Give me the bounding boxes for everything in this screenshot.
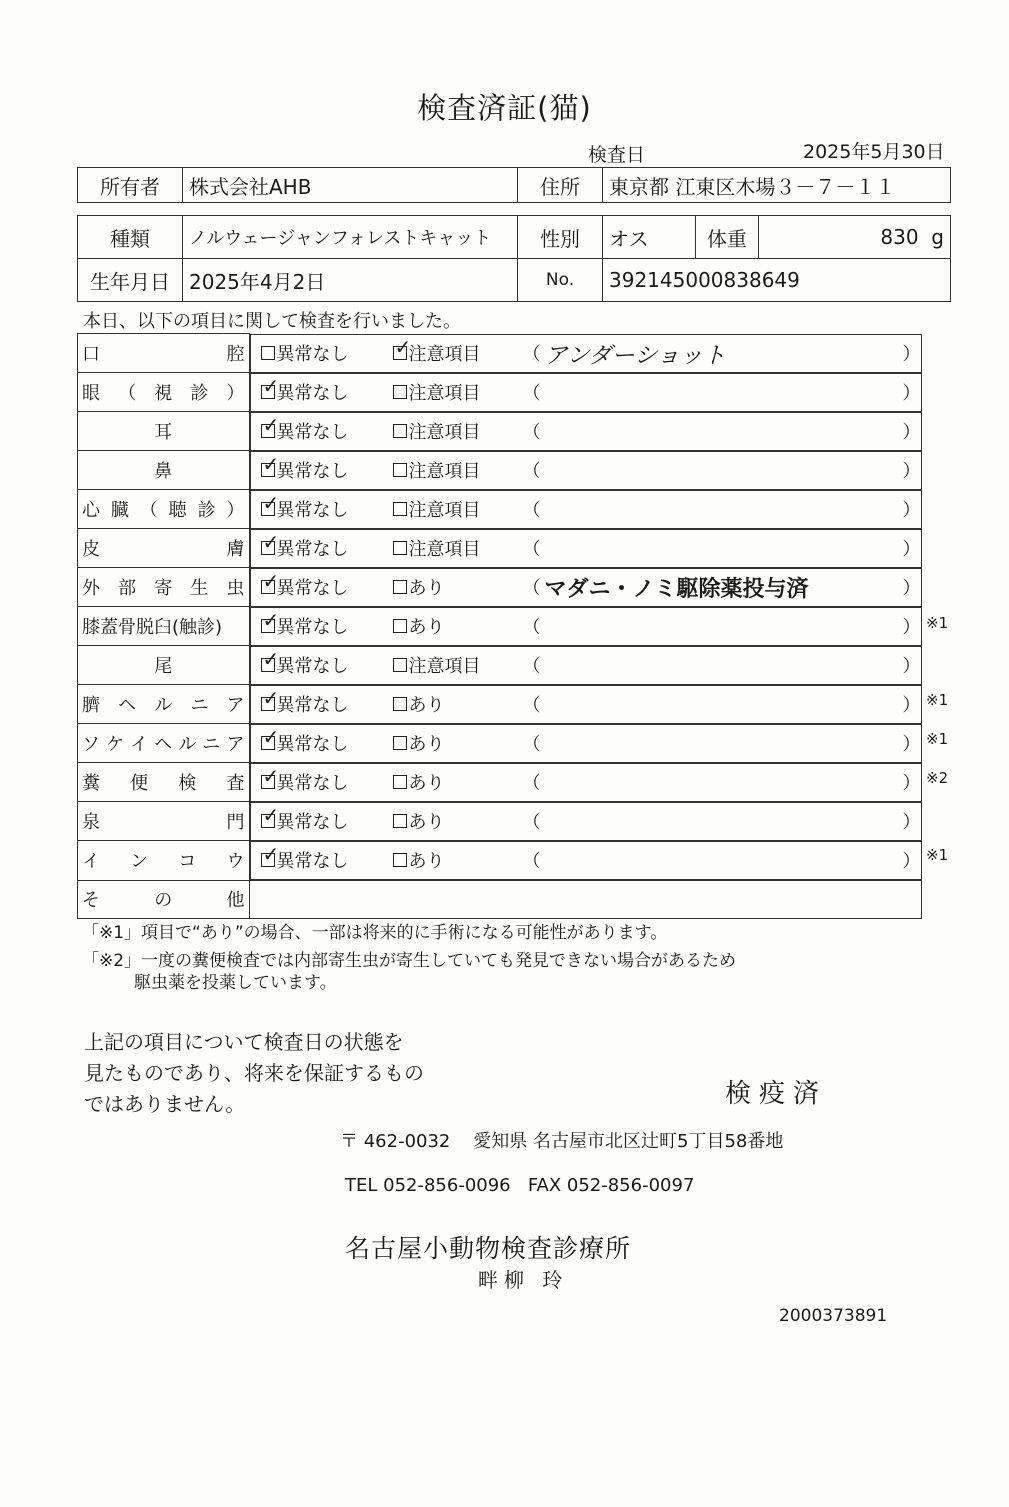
checkbox[interactable]	[261, 686, 280, 711]
option-normal-label: 異常なし	[276, 500, 349, 521]
exam-result-cell	[250, 763, 922, 802]
exam-item-label: 鼻	[154, 461, 173, 482]
label-char: ）	[226, 383, 245, 404]
checkbox[interactable]	[393, 580, 407, 594]
label-char: 泉	[82, 812, 100, 833]
label-char: 臍	[82, 695, 100, 716]
exam-result-cell	[250, 451, 922, 490]
exam-row	[78, 841, 922, 881]
close-paren: ）	[902, 773, 921, 794]
option-normal-label: 異常なし	[276, 344, 349, 365]
exam-item-cell	[78, 490, 250, 529]
option-normal[interactable]	[261, 530, 393, 561]
open-paren: （	[522, 422, 541, 443]
comment-field[interactable]	[523, 691, 921, 717]
label-char: 生	[190, 578, 209, 599]
exam-row	[78, 646, 922, 685]
close-paren: ）	[902, 500, 921, 521]
breed-label: 種類	[78, 216, 183, 259]
exam-result-cell	[250, 334, 922, 373]
close-paren: ）	[902, 812, 921, 833]
option-attention-label: あり	[408, 812, 445, 833]
check-mark-icon: ✓	[262, 647, 280, 671]
exam-item-label	[82, 379, 245, 405]
comment-field[interactable]	[523, 847, 921, 873]
label-char: 眼	[82, 383, 100, 404]
footnote-mark: ※1	[926, 614, 949, 633]
footnote-mark: ※1	[926, 730, 949, 748]
close-paren: ）	[902, 422, 921, 443]
comment-field[interactable]	[523, 535, 921, 561]
label-char: イ	[130, 734, 149, 755]
exam-row	[78, 568, 922, 607]
exam-item-label: 尾	[154, 656, 173, 677]
exam-item-label	[82, 574, 245, 600]
exam-item-cell	[78, 529, 250, 568]
comment-field[interactable]	[523, 613, 921, 639]
disclaimer-line-1: 上記の項目について検査日の状態を	[84, 1030, 404, 1054]
intro-text: 本日、以下の項目に関して検査を行いました。	[83, 311, 461, 332]
option-normal-label: 異常なし	[276, 461, 349, 482]
footnote-mark: ※2	[926, 768, 949, 787]
exam-row	[78, 607, 922, 646]
exam-item-label	[82, 808, 245, 834]
postal-code: 〒 462-0032	[340, 1131, 451, 1152]
exam-result-cell	[250, 607, 922, 646]
option-attention[interactable]	[393, 535, 523, 561]
option-normal[interactable]	[261, 413, 393, 444]
checkbox[interactable]	[393, 853, 407, 867]
option-attention[interactable]	[393, 496, 523, 522]
option-normal-label: 異常なし	[276, 656, 349, 677]
exam-item-label	[82, 847, 245, 873]
checkbox[interactable]	[393, 814, 407, 828]
open-paren: （	[522, 383, 541, 404]
footnote-mark: ※1	[926, 845, 949, 864]
open-paren: （	[522, 695, 541, 716]
label-char: 診	[190, 383, 209, 404]
label-char: 聴	[168, 500, 187, 521]
option-attention-label: 注意項目	[408, 539, 481, 560]
address-text: 愛知県 名古屋市北区辻町5丁目58番地	[473, 1131, 784, 1152]
exam-item-cell	[78, 724, 250, 763]
checkbox[interactable]	[261, 725, 280, 750]
exam-item-label	[82, 691, 245, 717]
open-paren: （	[522, 461, 541, 482]
exam-result-cell	[250, 724, 922, 763]
option-attention[interactable]	[393, 613, 523, 639]
no-label: No.	[518, 259, 603, 302]
checkbox[interactable]	[261, 413, 280, 438]
label-char: 心	[82, 500, 100, 521]
option-attention[interactable]	[393, 574, 523, 600]
check-mark-icon: ✓	[262, 608, 280, 632]
exam-item-cell	[78, 802, 250, 841]
checkbox[interactable]	[261, 530, 280, 555]
open-paren: （	[522, 578, 541, 599]
comment-field[interactable]	[523, 337, 921, 370]
checkbox[interactable]	[261, 346, 275, 360]
footnote-mark: ※1	[926, 691, 949, 710]
document-title: 検査済証(猫)	[417, 91, 592, 125]
check-mark-icon: ✓	[262, 530, 280, 554]
option-attention-label: 注意項目	[408, 344, 481, 365]
dob-label: 生年月日	[78, 259, 183, 302]
owner-label: 所有者	[78, 168, 183, 203]
comment-text: アンダーショット	[544, 342, 726, 369]
exam-row	[78, 763, 922, 802]
option-attention[interactable]	[393, 457, 523, 483]
comment-field[interactable]	[523, 730, 921, 756]
label-char: 糞	[82, 773, 100, 794]
comment-field[interactable]	[523, 457, 921, 483]
open-paren: （	[522, 344, 541, 365]
comment-field[interactable]	[523, 808, 921, 834]
option-normal-label: 異常なし	[276, 422, 349, 443]
option-normal[interactable]	[261, 842, 393, 873]
option-normal[interactable]	[261, 452, 393, 483]
weight-value: 830	[880, 225, 919, 249]
option-normal-label: 異常なし	[276, 695, 349, 716]
option-normal-label: 異常なし	[276, 617, 349, 638]
option-normal[interactable]	[261, 491, 393, 522]
option-attention-label: 注意項目	[408, 383, 481, 404]
checkbox[interactable]	[393, 385, 407, 399]
exam-row	[78, 334, 922, 373]
sex-label: 性別	[518, 216, 603, 259]
open-paren: （	[522, 734, 541, 755]
footnote-2-line2: 駆虫薬を投薬しています。	[134, 973, 337, 993]
option-normal[interactable]	[261, 374, 393, 405]
option-normal[interactable]	[261, 764, 393, 795]
check-mark-icon: ✓	[394, 335, 412, 359]
exam-item-cell	[78, 451, 250, 490]
exam-result-cell	[250, 841, 922, 880]
inspection-stamp: 検疫済	[725, 1079, 828, 1109]
open-paren: （	[522, 773, 541, 794]
label-char: ル	[154, 695, 173, 716]
option-normal[interactable]	[261, 725, 393, 756]
check-mark-icon: ✓	[262, 413, 280, 437]
checkbox[interactable]	[393, 424, 407, 438]
checkbox[interactable]	[261, 608, 280, 633]
checkbox[interactable]	[393, 335, 412, 360]
exam-result-cell	[250, 529, 922, 568]
check-mark-icon: ✓	[262, 725, 280, 749]
open-paren: （	[522, 812, 541, 833]
label-char: 便	[130, 773, 149, 794]
option-attention-label: あり	[408, 773, 445, 794]
exam-item-label	[82, 535, 245, 561]
checkbox[interactable]	[261, 569, 280, 594]
option-attention-label: あり	[408, 617, 445, 638]
checkbox[interactable]	[261, 452, 280, 477]
option-attention[interactable]	[393, 652, 523, 678]
owner-table	[77, 167, 951, 203]
checkbox[interactable]	[261, 842, 280, 867]
fax-number: FAX 052-856-0097	[527, 1175, 695, 1196]
option-normal[interactable]	[261, 569, 393, 600]
option-normal[interactable]	[261, 686, 393, 717]
option-attention-label: あり	[408, 695, 445, 716]
exam-result-cell	[250, 568, 922, 607]
exam-item-cell	[78, 841, 250, 881]
other-label	[82, 886, 245, 912]
label-char: 門	[226, 812, 245, 833]
close-paren: ）	[902, 461, 921, 482]
exam-item-cell	[78, 763, 250, 802]
label-char: ル	[178, 734, 197, 755]
open-paren: （	[522, 539, 541, 560]
label-char: 口	[82, 344, 100, 365]
comment-field[interactable]	[523, 572, 921, 603]
option-attention[interactable]	[393, 418, 523, 444]
address-value: 東京都 江東区木場３－７－１１	[603, 168, 951, 203]
label-char: ニ	[202, 734, 221, 755]
exam-item-label: 耳	[154, 422, 173, 443]
checkbox[interactable]	[393, 658, 407, 672]
option-normal[interactable]	[261, 803, 393, 834]
label-char: 診	[197, 500, 216, 521]
exam-result-cell	[250, 412, 922, 451]
exam-row	[78, 529, 922, 568]
address-label: 住所	[518, 168, 603, 203]
vet-name: 畔柳 玲	[478, 1268, 569, 1292]
label-char: イ	[82, 851, 100, 873]
option-attention-label: あり	[408, 851, 445, 872]
label-char: 皮	[82, 539, 100, 560]
option-normal-label: 異常なし	[276, 383, 349, 404]
open-paren: （	[522, 500, 541, 521]
close-paren: ）	[902, 578, 921, 599]
disclaimer-line-3: ではありません。	[84, 1092, 246, 1116]
label-char: ケ	[106, 734, 125, 755]
option-normal[interactable]	[261, 608, 393, 639]
close-paren: ）	[902, 539, 921, 560]
exam-result-cell	[250, 802, 922, 841]
label-char: 検	[178, 773, 197, 794]
option-attention-label: 注意項目	[408, 500, 481, 521]
check-mark-icon: ✓	[262, 452, 280, 476]
exam-item-cell	[78, 373, 250, 412]
disclaimer-line-2: 見たものであり、将来を保証するもの	[84, 1061, 424, 1085]
checkbox[interactable]	[393, 541, 407, 555]
exam-item-label: 膝蓋骨脱臼(触診)	[82, 617, 223, 638]
option-attention[interactable]	[393, 335, 523, 366]
check-mark-icon: ✓	[262, 842, 280, 866]
dob-value: 2025年4月2日	[183, 259, 518, 302]
label-char: 部	[118, 578, 137, 599]
open-paren: （	[522, 656, 541, 677]
clinic-name: 名古屋小動物検査診療所	[345, 1234, 632, 1263]
checkbox[interactable]	[261, 764, 280, 789]
label-char: 外	[82, 578, 100, 599]
label-char: 臓	[110, 500, 129, 521]
option-normal[interactable]	[261, 340, 393, 366]
weight-unit: g	[931, 225, 944, 249]
exam-date-label: 検査日	[588, 144, 646, 166]
option-attention-label: 注意項目	[408, 422, 481, 443]
footnote-1: 「※1」項目で“あり”の場合、一部は将来的に手術になる可能性があります。	[82, 923, 668, 943]
exam-row	[78, 373, 922, 412]
exam-result-cell	[250, 373, 922, 412]
exam-item-cell	[78, 685, 250, 724]
contact	[345, 1175, 694, 1196]
exam-row	[78, 451, 922, 490]
option-normal-label: 異常なし	[276, 539, 349, 560]
exam-item-cell	[78, 646, 250, 685]
open-paren: （	[522, 851, 541, 872]
close-paren: ）	[902, 734, 921, 755]
check-mark-icon: ✓	[262, 764, 280, 788]
owner-value: 株式会社AHB	[183, 168, 518, 203]
check-mark-icon: ✓	[262, 569, 280, 593]
serial-number: 2000373891	[779, 1306, 888, 1326]
exam-row	[78, 724, 922, 763]
pet-table	[77, 215, 951, 302]
weight-cell	[759, 216, 951, 259]
comment-text: マダニ・ノミ駆除薬投与済	[544, 576, 809, 602]
open-paren: （	[522, 617, 541, 638]
check-mark-icon: ✓	[262, 686, 280, 710]
check-mark-icon: ✓	[262, 803, 280, 827]
option-attention[interactable]	[393, 847, 523, 873]
option-attention-label: 注意項目	[408, 461, 481, 482]
close-paren: ）	[902, 656, 921, 677]
checkbox[interactable]	[261, 374, 280, 399]
comment-field[interactable]	[523, 418, 921, 444]
checkbox[interactable]	[393, 463, 407, 477]
checkbox[interactable]	[261, 491, 280, 516]
option-normal-label: 異常なし	[276, 773, 349, 794]
option-normal-label: 異常なし	[276, 812, 349, 833]
label-char: ン	[130, 851, 149, 873]
exam-row	[78, 685, 922, 724]
checkbox[interactable]	[393, 775, 407, 789]
exam-item-cell	[78, 607, 250, 646]
label-char: 寄	[154, 578, 173, 599]
label-char: 査	[226, 773, 245, 794]
exam-result-cell	[250, 490, 922, 529]
label-char: そ	[82, 890, 100, 912]
exam-result-cell	[250, 685, 922, 724]
exam-row	[78, 802, 922, 841]
exam-item-label	[82, 496, 245, 522]
option-attention-label: あり	[408, 734, 445, 755]
comment-field[interactable]	[523, 769, 921, 795]
disclaimer	[84, 1027, 424, 1120]
other-value-cell[interactable]	[249, 880, 922, 919]
exam-row-other	[78, 880, 922, 919]
checkbox[interactable]	[393, 502, 407, 516]
check-mark-icon: ✓	[262, 374, 280, 398]
close-paren: ）	[902, 383, 921, 404]
close-paren: ）	[902, 344, 921, 365]
option-normal-label: 異常なし	[276, 734, 349, 755]
check-mark-icon: ✓	[262, 491, 280, 515]
checkbox[interactable]	[261, 647, 280, 672]
exam-item-cell	[78, 334, 250, 373]
comment-field[interactable]	[523, 496, 921, 522]
no-value: 392145000838649	[603, 259, 951, 302]
weight-label: 体重	[696, 216, 759, 259]
option-normal-label: 異常なし	[276, 851, 349, 872]
label-char: の	[154, 890, 173, 912]
label-char: 腔	[226, 344, 245, 365]
option-attention[interactable]	[393, 769, 523, 795]
clinic-address	[340, 1127, 783, 1153]
option-attention[interactable]	[393, 379, 523, 405]
exam-date: 2025年5月30日	[803, 141, 945, 163]
label-char: 膚	[226, 539, 245, 560]
option-attention[interactable]	[393, 808, 523, 834]
option-normal[interactable]	[261, 647, 393, 678]
breed-value: ノルウェージャンフォレストキャット	[183, 216, 518, 259]
exam-table	[77, 333, 922, 919]
label-char: （	[118, 383, 137, 404]
label-char: ）	[226, 500, 245, 521]
other-label-cell	[78, 880, 250, 919]
label-char: 他	[226, 890, 245, 912]
label-char: ソ	[82, 734, 100, 755]
close-paren: ）	[902, 617, 921, 638]
label-char: ア	[226, 695, 245, 716]
exam-item-label	[82, 340, 245, 366]
close-paren: ）	[902, 695, 921, 716]
option-attention[interactable]	[393, 730, 523, 756]
comment-field[interactable]	[523, 379, 921, 405]
label-char: 虫	[226, 578, 245, 599]
checkbox[interactable]	[393, 619, 407, 633]
tel-number: TEL 052-856-0096	[345, 1175, 511, 1196]
exam-item-label	[82, 730, 245, 756]
label-char: ヘ	[118, 695, 137, 716]
footnote-2-line1: 「※2」一度の糞便検査では内部寄生虫が寄生していても発見できない場合があるため	[82, 951, 737, 971]
exam-row	[78, 412, 922, 451]
exam-item-cell	[78, 568, 250, 607]
label-char: ウ	[226, 851, 245, 873]
option-normal-label: 異常なし	[276, 578, 349, 599]
checkbox[interactable]	[393, 697, 407, 711]
checkbox[interactable]	[261, 803, 280, 828]
exam-item-cell	[78, 412, 250, 451]
label-char: （	[139, 500, 158, 521]
exam-result-cell	[250, 646, 922, 685]
close-paren: ）	[902, 851, 921, 872]
comment-field[interactable]	[523, 652, 921, 678]
exam-row	[78, 490, 922, 529]
sex-value: オス	[603, 216, 696, 259]
option-attention-label: あり	[408, 578, 445, 599]
label-char: 視	[154, 383, 173, 404]
option-attention[interactable]	[393, 691, 523, 717]
label-char: ニ	[190, 695, 209, 716]
label-char: コ	[178, 851, 197, 873]
label-char: ヘ	[154, 734, 173, 755]
label-char: ア	[226, 734, 245, 755]
checkbox[interactable]	[393, 736, 407, 750]
option-attention-label: 注意項目	[408, 656, 481, 677]
exam-item-label	[82, 769, 245, 795]
